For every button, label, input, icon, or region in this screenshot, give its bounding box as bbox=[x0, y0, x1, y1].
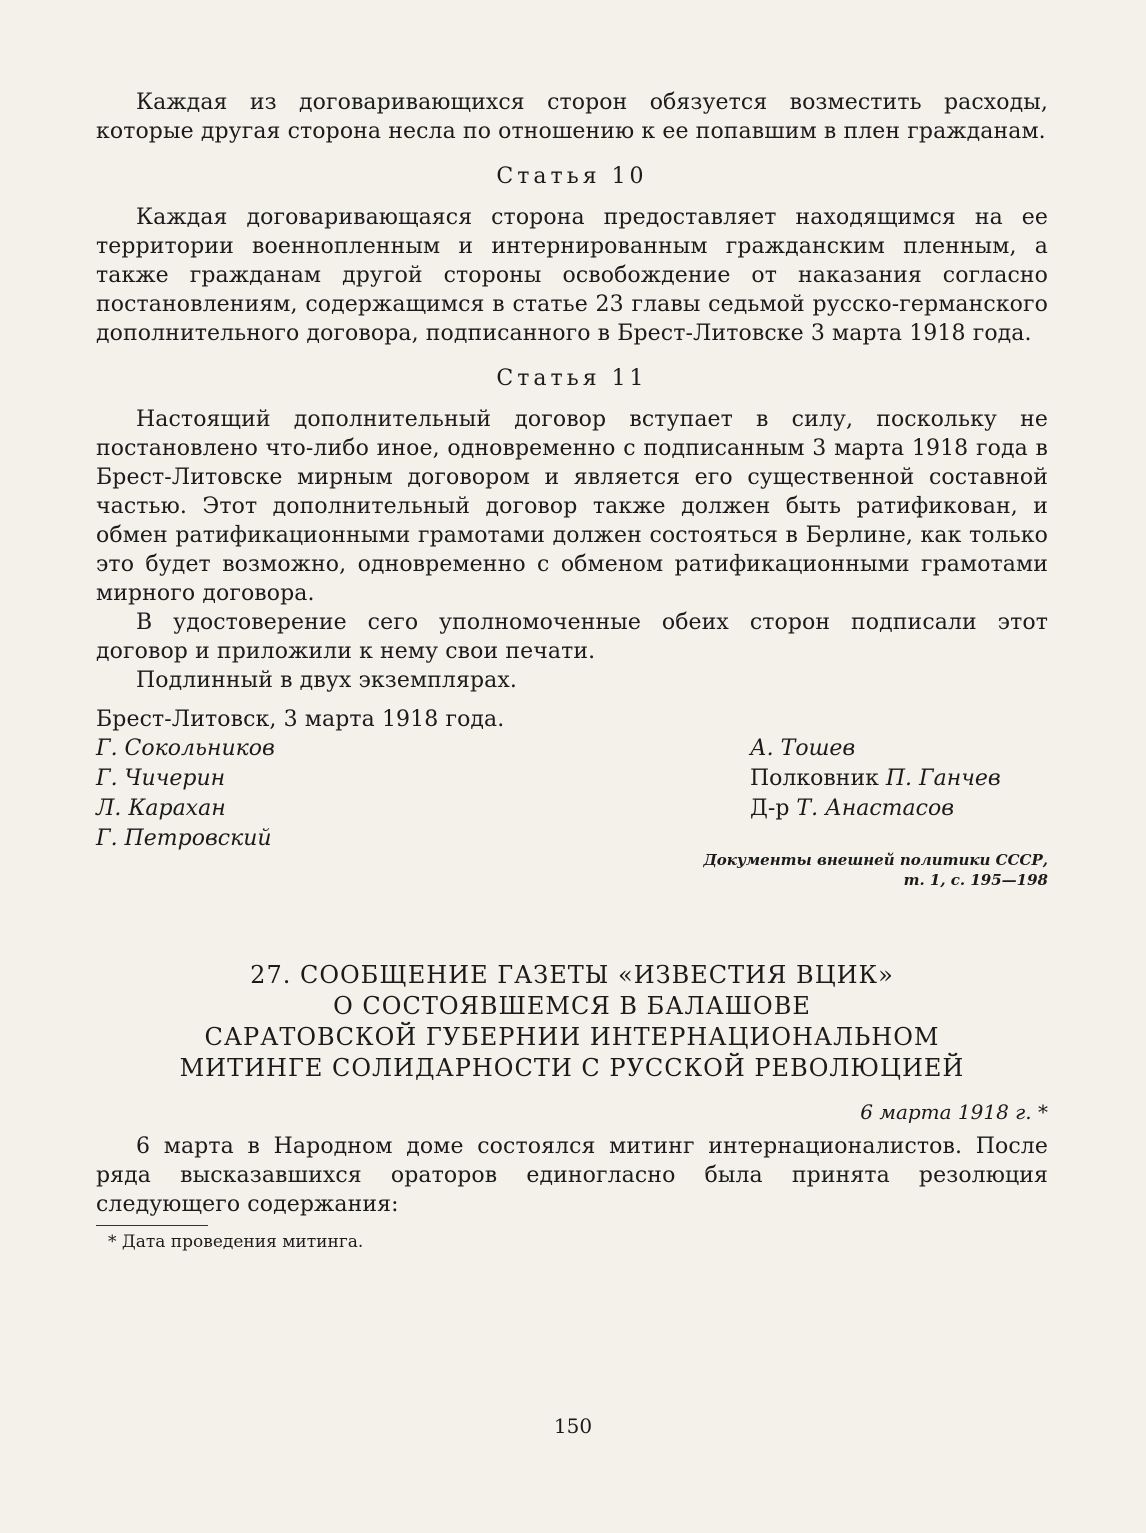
signatory: Г. Чичерин bbox=[96, 766, 226, 791]
signatures-soviet bbox=[96, 734, 562, 854]
document-title: 27. СООБЩЕНИЕ ГАЗЕТЫ «ИЗВЕСТИЯ ВЦИК» О СОСТОЯВШЕМСЯ В БАЛАШОВЕ САРАТОВСКОЙ ГУБЕРНИИ ИНТЕРНАЦИОНАЛЬНОМ МИТИНГЕ СОЛИДАРНОСТИ С РУССКОЙ РЕВОЛЮЦИЕЙ bbox=[179, 961, 965, 1082]
signatures-block bbox=[96, 734, 1048, 854]
paragraph-article-10: Каждая договаривающаяся сторона предоставляет находящимся на ее территории военнопленным и интернированным гражданским пленным, а также гражданам другой стороны освобождение от наказания согласно постановлениям, содержащимся в статье 23 главы седьмой русско-германского дополнительного договора, подписанного в Брест-Литовске 3 марта 1918 года. bbox=[96, 205, 1048, 346]
paragraph-attestation: В удостоверение сего уполномоченные обеих сторон подписали этот договор и приложили к нему свои печати. bbox=[96, 610, 1048, 664]
paragraph-meeting: 6 марта в Народном доме состоялся митинг интернационалистов. После ряда высказавшихся ораторов единогласно была принята резолюция следующего содержания: bbox=[96, 1134, 1048, 1217]
page-number: 150 bbox=[553, 1414, 593, 1438]
document-page bbox=[96, 88, 1048, 1254]
paragraph-copies: Подлинный в двух экземплярах. bbox=[136, 668, 517, 693]
signatory: А. Тошев bbox=[750, 736, 856, 761]
article-11-heading: Статья 11 bbox=[496, 366, 648, 391]
source-citation: Документы внешней политики СССР, т. 1, с. 195—198 bbox=[703, 851, 1048, 889]
place-and-date: Брест-Литовск, 3 марта 1918 года. bbox=[96, 707, 505, 732]
document-date: 6 марта 1918 г. * bbox=[860, 1100, 1048, 1124]
paragraph-expenses: Каждая из договаривающихся сторон обязуется возместить расходы, которые другая сторона несла по отношению к ее попавшим в плен гражданам. bbox=[96, 90, 1048, 144]
footnote: * Дата проведения митинга. bbox=[108, 1232, 364, 1252]
footnote-divider bbox=[96, 1225, 208, 1226]
signatory: Л. Карахан bbox=[96, 796, 226, 821]
signatory: Полковник П. Ганчев bbox=[750, 766, 1001, 791]
signatures-bulgarian bbox=[582, 734, 1048, 854]
paragraph-article-11: Настоящий дополнительный договор вступает в силу, поскольку не постановлено что-либо иное, одновременно с подписанным 3 марта 1918 года в Брест-Литовске мирным договором и является его существенной составной частью. Этот дополнительный договор также должен быть ратификован, и обмен ратификационными грамотами должен состояться в Берлине, как только это будет возможно, одновременно с обменом ратификационными грамотами мирного договора. bbox=[96, 407, 1048, 606]
signatory: Д-р Т. Анастасов bbox=[750, 796, 955, 821]
signatory: Г. Сокольников bbox=[96, 736, 275, 761]
article-10-heading: Статья 10 bbox=[496, 164, 648, 189]
signatory: Г. Петровский bbox=[96, 826, 272, 851]
